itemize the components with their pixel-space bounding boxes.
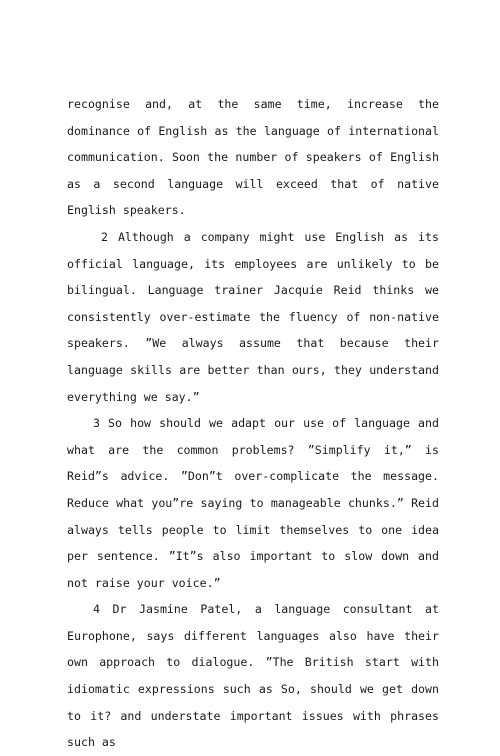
body-text	[67, 91, 439, 756]
paragraph-4: 4 Dr Jasmine Patel, a language consultant at Europhone, says different languages also have their own approach to dialogue. ”The British start with idiomatic expressions such as So, should we get down to it? and understate important issues with phrases such as	[67, 602, 439, 750]
paragraph-2: 2 Although a company might use English as its official language, its employees are unlikely to be bilingual. Language trainer Jacquie Reid thinks we consistently over-estimate the fluency of non-native speakers. ”We always assume that because their language skills are better than ours, they understand everything we say.”	[67, 229, 439, 404]
paragraph-continuation: recognise and, at the same time, increase the dominance of English as the language of international communication. Soon the number of speakers of English as a second language will exceed that of native English speakers.	[67, 97, 439, 218]
paragraph-3: 3 So how should we adapt our use of language and what are the common problems? ”Simplify it,” is Reid”s advice. ”Don”t over-complicate the message. Reduce what you”re saying to manageable chunks.” Reid always tells people to limit themselves to one idea per sentence. ”It”s also important to slow down and not raise your voice.”	[67, 416, 439, 590]
